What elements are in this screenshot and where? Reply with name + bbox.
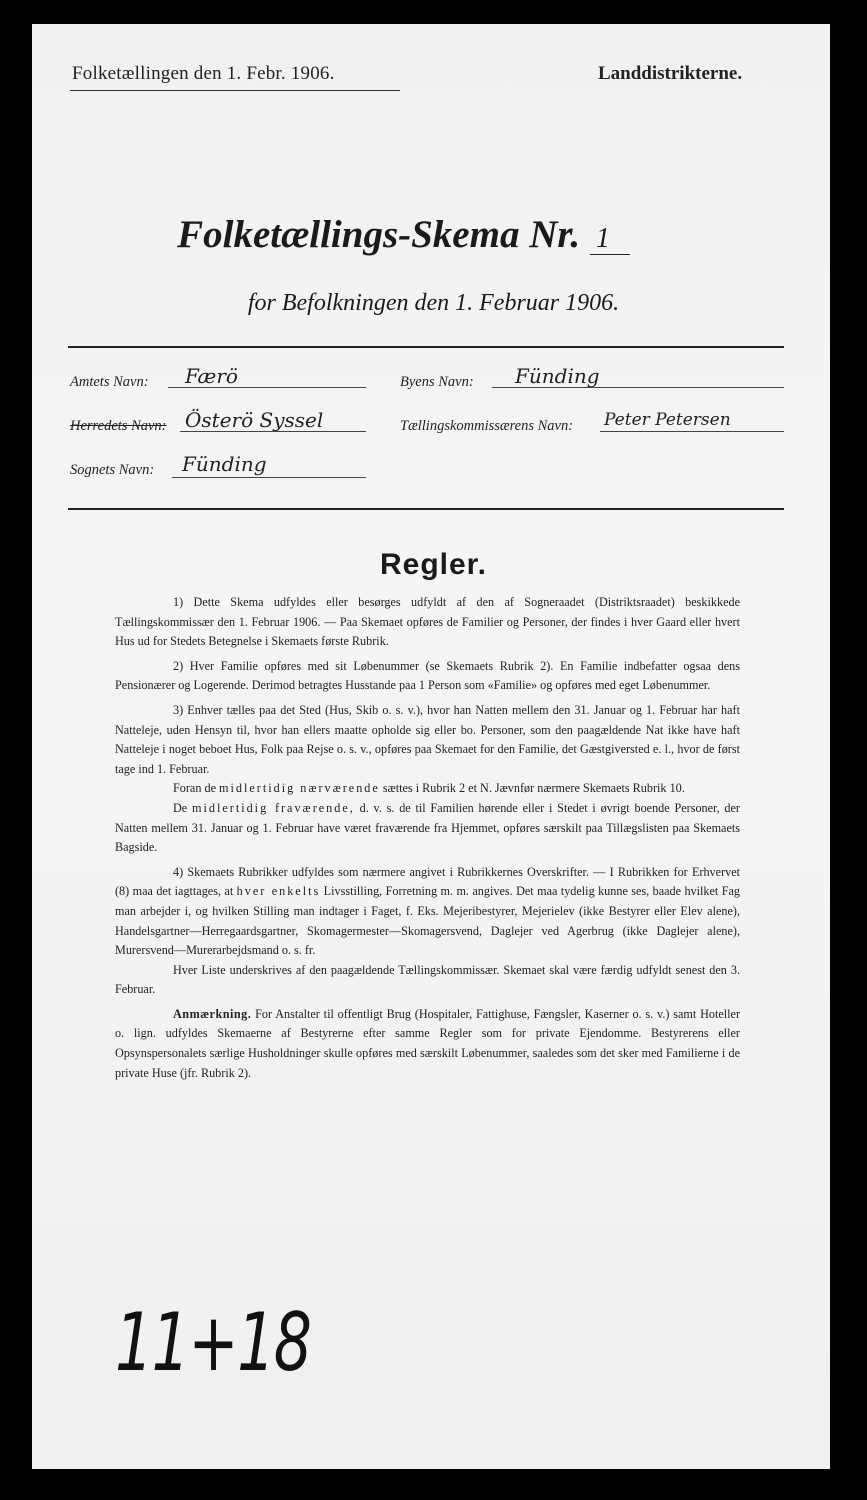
- rules-body: [115, 593, 740, 1088]
- form-subtitle: for Befolkningen den 1. Februar 1906.: [247, 290, 620, 316]
- rules-note: [115, 1005, 740, 1083]
- by-value: Fünding: [515, 364, 600, 388]
- herred-label: Herredets Navn:: [70, 418, 167, 434]
- rule-4-post: Livsstilling, Forretning m. m. angives. Det maa tydelig kunne ses, baade hvilket Fag man arbejder i, og hvilken Stilling man indtager i Faget, f. Eks. Mejeribestyrer, Mejerielev (ikke Bestyrer eller Elev alene), Handelsgartner—Herregaardsgartner, Skomagermester—Skomagersvend, Daglejer ved Agerbrug (ikke Daglejer alene), Murersvend—Murerarbejdsmand o. s. fr.: [115, 884, 741, 958]
- form-number: 1: [590, 223, 630, 255]
- amt-line: [168, 387, 366, 388]
- census-header-left: Folketællingen den 1. Febr. 1906.: [72, 63, 335, 84]
- form-title-text: Folketællings-Skema Nr.: [177, 213, 581, 256]
- rule-3-present-spaced: midlertidig nærværende: [219, 781, 380, 796]
- herred-line: [180, 431, 366, 432]
- form-title: [0, 212, 867, 257]
- rule-4: [115, 863, 740, 961]
- sogn-line: [172, 477, 366, 478]
- rule-3-present-post: sættes i Rubrik 2 et N. Jævnfør nærmere Skemaets Rubrik 10.: [382, 781, 685, 796]
- rule-2: 2) Hver Familie opføres med sit Løbenummer (se Skemaets Rubrik 2). En Familie indbefatter ogsaa dens Pensionærer og Logerende. Derimod betragtes Husstande paa 1 Person som «Familie» og opføres med eget Løbenummer.: [115, 658, 740, 693]
- rule-4-spaced: hver enkelts: [236, 884, 321, 899]
- amt-label: Amtets Navn:: [70, 374, 149, 390]
- note-text: For Anstalter til offentligt Brug (Hospitaler, Fattighuse, Fængsler, Kaserner o. s. v.) samt Hoteller o. lign. udfyldes Skemaerne af Bestyrerne efter samme Regler som for private Ejendomme. Bestyrerens eller Opsynspersonalets særlige Husholdninger skulle opføres med særskilt Løbenummer, saaledes som det sker med Familierne i de private Huse (jfr. Rubrik 2).: [115, 1006, 740, 1080]
- by-label: Byens Navn:: [400, 374, 474, 390]
- rule-3-absent-spaced: midlertidig fraværende,: [192, 800, 355, 815]
- sogn-label: Sognets Navn:: [70, 462, 155, 478]
- header-underline: [70, 90, 400, 91]
- sogn-value: Fünding: [182, 452, 267, 476]
- by-line: [492, 387, 784, 388]
- note-label: Anmærkning.: [173, 1006, 252, 1021]
- rules-heading: Regler.: [379, 548, 488, 581]
- census-header-right: Landdistrikterne.: [598, 63, 743, 84]
- kommissaer-value: Peter Petersen: [604, 410, 731, 430]
- kommissaer-line: [600, 431, 784, 432]
- rule-4-pre: 4) Skemaets Rubrikker udfyldes som nærmere angivet i Rubrikkernes Overskrifter. — I Rubrikken for Erhvervet (8) maa det iagttages, at: [115, 864, 740, 899]
- top-divider: [68, 346, 784, 348]
- rule-3-absent-post: d. v. s. de til Familien hørende eller i Stedet i øvrigt boende Personer, der Natten mellem 31. Januar og 1. Februar have været fraværende fra Hjemmet, opføres særskilt paa Tillægslisten paa Skemaets Bagside.: [115, 800, 740, 855]
- rule-3-present-pre: Foran de: [173, 781, 216, 796]
- kommissaer-label: Tællingskommissærens Navn:: [400, 418, 574, 434]
- rule-1: 1) Dette Skema udfyldes eller besørges udfyldt af den af Sogneraadet (Distriktsraadet) beskikkede Tællingskommissær den 1. Februar 1906. — Paa Skemaet opføres de Familier og Personer, der findes i hver Gaard eller hvert Hus ud for Stedets Betegnelse i Skemaets første Rubrik.: [115, 595, 740, 649]
- rule-3-present: [115, 779, 740, 799]
- rule-3-absent-pre: De: [173, 800, 188, 815]
- rule-4-signature: Hver Liste underskrives af den paagældende Tællingskommissær. Skemaet skal være færdig udfyldt senest den 3. Februar.: [115, 962, 740, 997]
- rule-3-absent: [115, 799, 740, 858]
- rule-3: 3) Enhver tælles paa det Sted (Hus, Skib o. s. v.), hvor han Natten mellem den 31. Januar og 1. Februar har haft Natteleje, uden Hensyn til, hvor han ellers maatte opholde sig eller bo. Personer, som den paagældende Nat ikke have haft Natteleje i noget beboet Hus, Folk paa Rejse o. s. v., opføres paa Skemaet for den Familie, det Gæstgiversted e. l., hvor de først tage ind 1. Februar.: [115, 702, 740, 776]
- bottom-divider: [68, 508, 784, 510]
- handwritten-number: 11+18: [115, 1296, 311, 1389]
- herred-value: Österö Syssel: [185, 408, 324, 432]
- amt-value: Færö: [185, 364, 238, 388]
